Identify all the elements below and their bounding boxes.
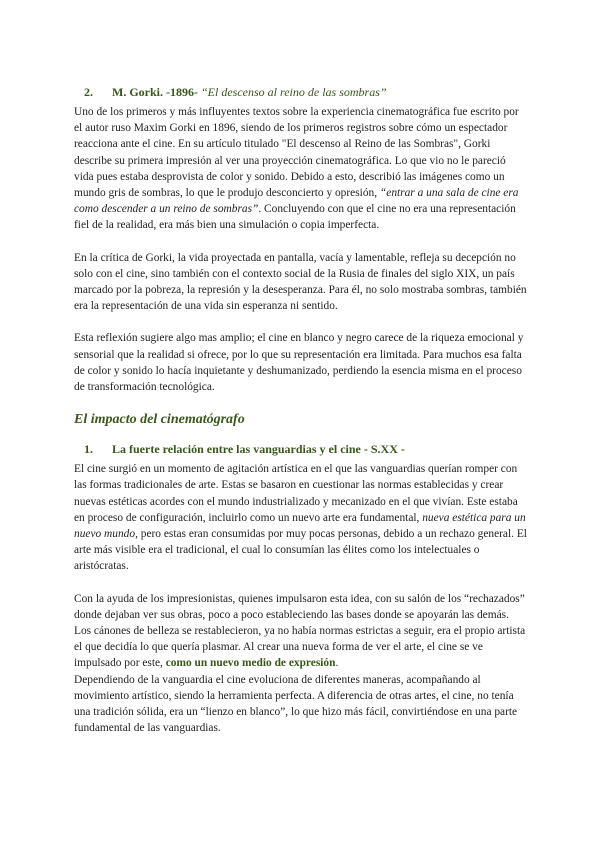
heading-number: 2. — [84, 85, 93, 99]
paragraph-text: , pero estas eran consumidas por muy pocas personas, debido a un rechazo general. El arte más visible era el tradicional, el cual lo consumían las élites como los intelectuales o aristócratas. — [74, 528, 527, 573]
italic-quote: “entrar a una sala de cine era como descender a un reino de sombras” — [74, 187, 519, 216]
section-heading-gorki — [74, 84, 528, 100]
heading-italic-text: “El descenso al reino de las sombras” — [198, 85, 387, 99]
heading-bold-text: M. Gorki. -1896- — [112, 85, 198, 99]
paragraph-text: Con la ayuda de los impresionistas, quienes impulsaron esta idea, con su salón de los “rechazados” donde dejaban ver sus obras, poco a poco estableciendo las bases donde se apoyarán las demás. Los cánones de belleza se restablecieron, ya no había normas estrictas a seguir, era el propio artista el que decidía lo que quería plasmar. Al crear una nueva forma de ver el arte, el cine se ve impulsado por este, — [74, 592, 526, 670]
paragraph-gorki-2: En la crítica de Gorki, la vida proyectada en pantalla, vacía y lamentable, refleja su decepción no solo con el cine, sino también con el contexto social de la Rusia de finales del siglo XIX, un país marcado por la pobreza, la represión y la desesperanza. Para él, no solo mostraba sombras, también era la representación de una vida sin esperanza ni sentido. — [74, 251, 527, 313]
section-title: El impacto del cinematógrafo — [74, 412, 245, 428]
heading-bold-text: La fuerte relación entre las vanguardias y el cine - S.XX - — [112, 442, 405, 457]
section-heading-vanguardias — [74, 441, 528, 457]
italic-phrase: nueva estética para un nuevo mundo — [74, 511, 526, 541]
paragraph-text: . Concluyendo con que el cine no era una representación fiel de la realidad, era más bien una simulación o copia imperfecta. — [74, 203, 516, 232]
paragraph-gorki-1 — [74, 104, 528, 234]
paragraph-vanguardias-1 — [74, 461, 528, 574]
paragraph-text: El cine surgió en un momento de agitación artística en el que las vanguardias querían romper con las formas tradicionales de arte. Estas se basaron en cuestionar las normas establecidas y crear nuevas estéticas acordes con el mundo industrializado y mecanizado en el que vivían. Este estaba en proceso de configuración, incluirlo como un nuevo arte era fundamental, — [74, 463, 518, 524]
paragraph-text: . — [335, 657, 339, 670]
paragraph-vanguardias-3: Dependiendo de la vanguardia el cine evoluciona de diferentes maneras, acompañando al movimiento artístico, siendo la herramienta perfecta. A diferencia de otras artes, el cine, no tenía una tradición sólida, era un “lienzo en blanco”, lo que hizo más fácil, convirtiéndose en una parte fundamental de las vanguardias. — [74, 673, 518, 735]
paragraph-vanguardias-2 — [74, 591, 528, 672]
bold-green-phrase: como un nuevo medio de expresión — [165, 657, 336, 670]
paragraph-gorki-3: Esta reflexión sugiere algo mas amplio; el cine en blanco y negro carece de la riqueza emocional y sensorial que la realidad si ofrece, por lo que su representación era limitada. Para muchos esa falta de color y sonido lo hacía inquietante y deshumanizado, perdiendo la esencia misma en el proceso de transformación tecnológica. — [74, 332, 524, 394]
paragraph-text: Uno de los primeros y más influyentes textos sobre la experiencia cinematográfica fue escrito por el autor ruso Maxim Gorki en 1896, siendo de los primeros registros sobre cómo un espectador reacciona ante el cine. En su artículo titulado "El descenso al Reino de las Sombras", Gorki describe su primera impresión al ver una proyección cinematográfica. Lo que vio no le pareció vida pues estaba desprovista de color y sonido. Debido a esto, describió las imágenes como un mundo gris de sombras, lo que le produjo desconcierto y opresión, — [74, 106, 519, 200]
heading-number: 1. — [84, 442, 93, 457]
